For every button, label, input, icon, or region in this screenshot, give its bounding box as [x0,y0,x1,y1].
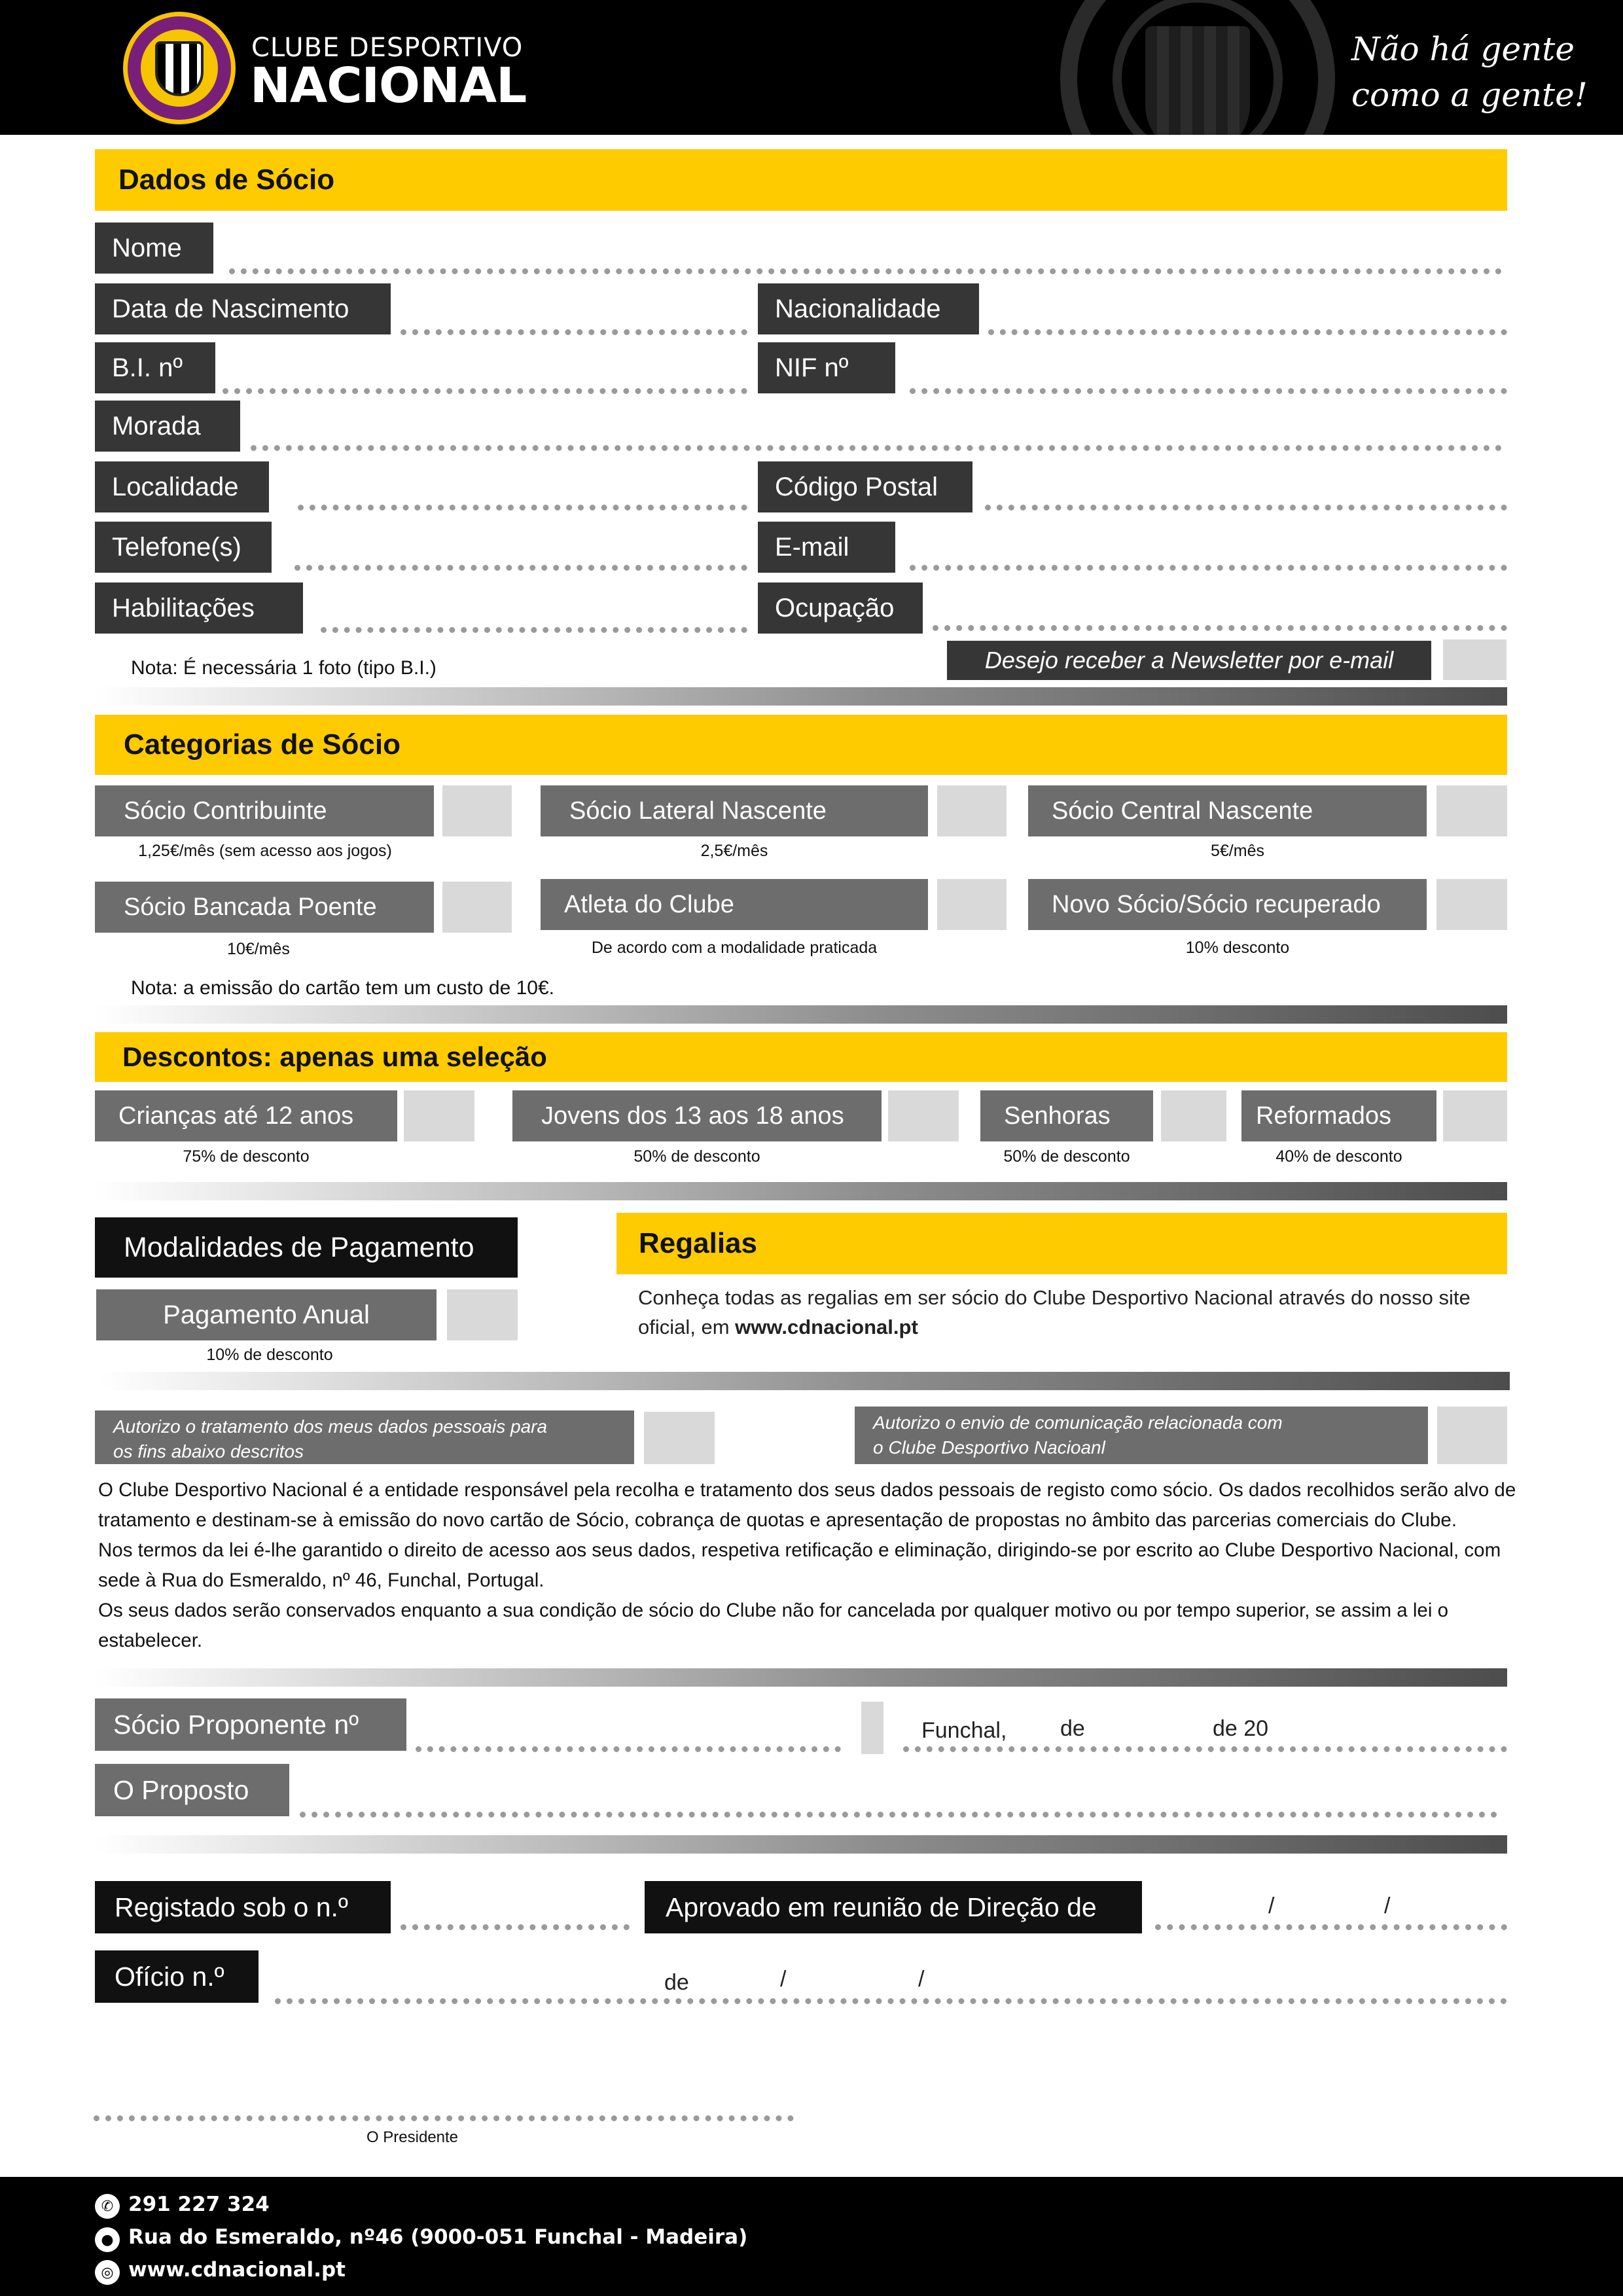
desconto-jovens-value: 50% de desconto [633,1147,760,1166]
codigo-postal-field[interactable] [985,505,1507,511]
categoria-lateral-nascente-price: 2,5€/mês [700,842,768,860]
section-regalias [616,1213,1507,1274]
consent-data-line-2: os fins abaixo descritos [113,1441,304,1462]
nif-field[interactable] [910,388,1507,394]
categoria-atleta-price: De acordo com a modalidade praticada [591,939,878,957]
newsletter-label: Desejo receber a Newsletter por e-mail [947,641,1431,680]
desconto-criancas: Crianças até 12 anos [95,1090,397,1141]
desconto-reformados: Reformados [1241,1090,1436,1141]
proponente-marker [861,1702,883,1754]
consent-comm-label [855,1407,1428,1464]
footer-phone: 291 227 324 [128,2193,270,2216]
categoria-novo-socio-checkbox[interactable] [1436,879,1507,930]
categoria-atleta: Atleta do Clube [541,879,928,930]
consent-comm-line-2: o Clube Desportivo Nacioanl [873,1437,1105,1458]
consent-data-label [95,1410,634,1464]
club-logo [123,12,236,124]
consent-data-checkbox[interactable] [644,1412,715,1464]
aprovado-slash-2: / [1384,1893,1391,1918]
regalias-text-line-2 [638,1316,918,1339]
desconto-criancas-checkbox[interactable] [404,1090,474,1141]
divider [95,1182,1507,1200]
nacionalidade-field[interactable] [988,329,1507,335]
label-nacionalidade: Nacionalidade [758,283,979,334]
nome-field[interactable] [229,268,1502,274]
desconto-criancas-value: 75% de desconto [183,1147,310,1166]
consent-data-line-1: Autorizo o tratamento dos meus dados pessoais para [113,1416,548,1437]
divider [99,1372,1510,1390]
signature-caption: O Presidente [366,2128,459,2146]
club-shield-icon [155,41,204,96]
localidade-field[interactable] [298,505,747,511]
categoria-lateral-nascente: Sócio Lateral Nascente [541,785,928,836]
consent-comm-line-1: Autorizo o envio de comunicação relacionada com [873,1412,1283,1433]
label-data-nascimento: Data de Nascimento [95,283,391,334]
label-socio-proponente: Sócio Proponente nº [95,1698,406,1751]
globe-icon: ◎ [95,2260,120,2285]
privacy-line: Nos termos da lei é-lhe garantido o direito de acesso aos seus dados, respetiva retificação e eliminação, dirigindo-se por escrito ao Clube Desportivo Nacional, com [98,1539,1501,1561]
section-title: Descontos: apenas uma seleção [122,1041,547,1072]
oficio-slash-2: / [918,1967,925,1992]
oficio-de: de [664,1970,689,1995]
section-title: Categorias de Sócio [124,728,401,761]
email-field[interactable] [910,565,1507,571]
label-oficio: Ofício n.º [95,1950,259,2003]
categoria-contribuinte: Sócio Contribuinte [95,785,434,836]
ocupacao-field[interactable] [933,625,1507,631]
telefone-field[interactable] [294,565,747,571]
desconto-reformados-checkbox[interactable] [1443,1090,1507,1141]
newsletter-checkbox[interactable] [1443,639,1507,680]
categoria-central-nascente-price: 5€/mês [1211,842,1264,860]
page-footer [0,2177,1623,2296]
photo-note: Nota: É necessária 1 foto (tipo B.I.) [131,657,437,679]
oficio-field[interactable] [275,1998,1507,2004]
categoria-central-nascente: Sócio Central Nascente [1028,785,1427,836]
data-nascimento-field[interactable] [401,329,747,335]
slogan-line-1: Não há gente [1351,30,1575,68]
label-aprovado: Aprovado em reunião de Direção de [645,1881,1142,1933]
desconto-senhoras-checkbox[interactable] [1161,1090,1226,1141]
slogan-line-2: como a gente! [1351,76,1588,114]
label-telefone: Telefone(s) [95,522,272,573]
label-registado: Registado sob o n.º [95,1881,391,1933]
aprovado-slash-1: / [1268,1893,1275,1918]
regalias-text-prefix: oficial, em [638,1316,736,1338]
label-morada: Morada [95,401,240,452]
location-icon: ● [95,2227,120,2252]
brand-subtitle: CLUBE DESPORTIVO [251,33,524,63]
section-descontos [95,1032,1507,1082]
watermark-shield [1145,26,1250,135]
section-title: Dados de Sócio [118,164,335,196]
desconto-reformados-value: 40% de desconto [1275,1147,1402,1166]
label-localidade: Localidade [95,461,269,512]
pagamento-anual-checkbox[interactable] [447,1289,518,1340]
label-proposto: O Proposto [95,1764,289,1816]
privacy-line: tratamento e destinam-se à emissão do novo cartão de Sócio, cobrança de quotas e apresentação de propostas no âmbito das parcerias comerciais do Clube. [98,1509,1457,1531]
section-title: Regalias [639,1227,757,1259]
label-codigo-postal: Código Postal [758,461,972,512]
pagamento-anual: Pagamento Anual [96,1289,437,1340]
date-field[interactable] [903,1746,1507,1752]
footer-website[interactable]: www.cdnacional.pt [128,2258,346,2282]
registado-field[interactable] [401,1924,630,1930]
pagamento-anual-discount: 10% de desconto [206,1346,333,1364]
categoria-contribuinte-checkbox[interactable] [442,785,512,836]
bi-field[interactable] [223,388,747,394]
categoria-bancada-poente-checkbox[interactable] [442,882,512,933]
categoria-atleta-checkbox[interactable] [937,879,1007,930]
oficio-slash-1: / [780,1967,787,1992]
label-nome: Nome [95,223,213,274]
privacy-line: O Clube Desportivo Nacional é a entidade responsável pela recolha e tratamento dos seus dados pessoais de registo como sócio. Os dados recolhidos serão alvo de [98,1479,1516,1501]
categoria-contribuinte-price: 1,25€/mês (sem acesso aos jogos) [138,842,392,860]
regalias-site-link[interactable]: www.cdnacional.pt [735,1316,918,1338]
section-categorias [95,715,1507,775]
divider [95,1835,1507,1854]
divider [95,687,1507,706]
consent-comm-checkbox[interactable] [1437,1407,1507,1464]
label-bi: B.I. nº [95,342,215,393]
label-ocupacao: Ocupação [758,583,923,634]
footer-address: Rua do Esmeraldo, nº46 (9000-051 Funchal - Madeira) [128,2225,748,2249]
date-de-20: de 20 [1213,1716,1269,1741]
desconto-senhoras: Senhoras [980,1090,1153,1141]
aprovado-date-field[interactable] [1155,1924,1507,1930]
page-header [0,0,1623,135]
place-funchal: Funchal, [921,1718,1007,1743]
regalias-text-line-1: Conheça todas as regalias em ser sócio do Clube Desportivo Nacional através do nosso site [638,1286,1471,1309]
privacy-text [98,1475,1516,1656]
section-dados-socio [95,149,1507,211]
categoria-novo-socio-price: 10% desconto [1185,939,1290,957]
slogan [1351,26,1587,118]
signature-line[interactable] [94,2115,794,2121]
privacy-line: sede à Rua do Esmeraldo, nº 46, Funchal, Portugal. [98,1570,544,1591]
categoria-bancada-poente-price: 10€/mês [227,940,290,958]
privacy-line: estabelecer. [98,1630,203,1651]
label-email: E-mail [758,522,895,573]
morada-field[interactable] [251,445,1502,451]
socio-proponente-field[interactable] [416,1746,841,1752]
date-de: de [1060,1716,1085,1741]
categoria-novo-socio: Novo Sócio/Sócio recuperado [1028,879,1427,930]
habilitacoes-field[interactable] [321,627,747,633]
pagamento-title: Modalidades de Pagamento [95,1217,518,1278]
phone-icon: ✆ [95,2194,120,2219]
desconto-senhoras-value: 50% de desconto [1003,1147,1130,1166]
label-habilitacoes: Habilitações [95,583,303,634]
label-nif: NIF nº [758,342,895,393]
desconto-jovens-checkbox[interactable] [888,1090,959,1141]
divider [95,1005,1507,1024]
proposto-field[interactable] [300,1812,1497,1818]
categoria-bancada-poente: Sócio Bancada Poente [95,882,434,933]
brand-title: NACIONAL [250,58,527,114]
categoria-lateral-nascente-checkbox[interactable] [937,785,1007,836]
desconto-jovens: Jovens dos 13 aos 18 anos [512,1090,882,1141]
divider [95,1668,1507,1687]
privacy-line: Os seus dados serão conservados enquanto a sua condição de sócio do Clube não for cancelada por qualquer motivo ou por tempo superior, se assim a lei o [98,1600,1448,1621]
categoria-central-nascente-checkbox[interactable] [1436,785,1507,836]
card-fee-note: Nota: a emissão do cartão tem um custo de 10€. [131,977,555,999]
